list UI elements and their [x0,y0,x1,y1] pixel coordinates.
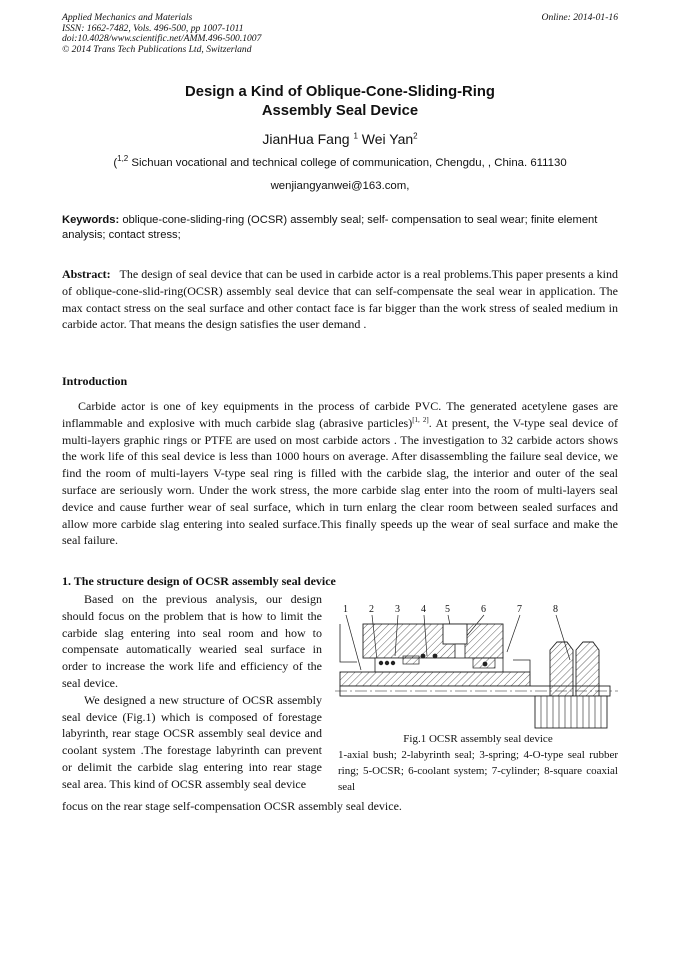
author-email: wenjiangyanwei@163.com, [270,180,410,192]
author-2: Wei Yan [361,131,414,147]
affiliation-sup: 1,2 [117,154,129,164]
section-1-para-1: Based on the previous analysis, our design should focus on the problem that is how to limit the carbide slag entering into seal room and how to compensate automatically wearied seal surface in order to increase the work life and efficiency of the seal device. [62,592,322,690]
affiliation [62,154,618,169]
section-1-tail: focus on the rear stage self-compensation OCSR assembly seal device. [62,799,402,813]
running-header [62,13,618,55]
fig-label-3: 3 [395,604,400,615]
doi-line: doi:10.4028/www.scientific.net/AMM.496-500.1007 [62,33,262,45]
fig-label-6: 6 [481,604,486,615]
abstract-label: Abstract: [62,267,111,281]
fig-label-4: 4 [421,604,426,615]
intro-text-a: Carbide actor is one of key equipments in the process of carbide PVC. The generated acetylene gases are inflammable and explosive with much carbide slag (abrasive particles) [62,399,618,430]
figure-1-drawing [335,600,618,730]
fig-label-1: 1 [343,604,348,615]
online-date: Online: 2014-01-16 [541,12,618,23]
section-1-para-2: We designed a new structure of OCSR assembly seal device (Fig.1) which is composed of forestage labyrinth, rear stage OCSR assembly seal device and coolant system .The forestage labyrinth can prevent or delimit the carbide slag entering into rear stage seal area. This kind of OCSR assembly seal device [62,692,322,791]
figure-1-caption [338,731,618,795]
author-1-sup: 1 [353,131,358,141]
fig-label-2: 2 [369,604,374,615]
author-1: JianHua Fang [262,131,350,147]
copyright-line: © 2014 Trans Tech Publications Ltd, Switzerland [62,43,252,55]
section-1-column [62,591,322,793]
abstract [62,266,618,333]
affiliation-paren: ( [113,157,118,169]
section-1-heading: 1. The structure design of OCSR assembly seal device [62,574,336,588]
title-line-2: Assembly Seal Device [261,103,419,119]
journal-name: Applied Mechanics and Materials [62,12,193,23]
title-line-1: Design a Kind of Oblique-Cone-Sliding-Ring [185,84,495,100]
fig-label-5: 5 [445,604,450,615]
keywords-text: oblique-cone-sliding-ring (OCSR) assembly seal; self- compensation to seal wear; finite element analysis; contact stress; [62,214,598,241]
keywords [62,213,618,243]
issn-line: ISSN: 1662-7482, Vols. 496-500, pp 1007-1011 [62,22,244,34]
abstract-text: The design of seal device that can be used in carbide actor is a real problems.This paper presents a kind of oblique-cone-slid-ring(OCSR) assembly seal device that can self-compensate the seal wear in application. The max contact stress on the seal surface and other contact face is far bigger than the work stress of sealed medium in carbide actor. That means the design satisfies the user demand . [62,267,618,332]
fig-label-8: 8 [553,604,558,615]
introduction-heading: Introduction [62,374,128,388]
intro-citation: [1, 2] [412,415,429,424]
affiliation-text: Sichuan vocational and technical college of communication, Chengdu, , China. 611130 [131,157,567,169]
figure-1-caption-title: Fig.1 OCSR assembly seal device [403,733,553,745]
introduction-paragraph [62,398,618,549]
keywords-label: Keywords: [62,214,120,226]
author-2-sup: 2 [413,131,418,141]
paper-title [62,83,618,121]
fig-label-7: 7 [517,604,522,615]
intro-text-b: . At present, the V-type seal device of multi-layers graphic rings or PTFE are used on most carbide actors . The investigation to 32 carbide actors shows the work life of this seal device is less than 1000 hours on average. After disassembling the failure seal device, we find the room of multi-layers V-type seal ring is filled with the carbide slag, the interior and outer of the seal surface are seriously worn. Under the work stress, the more carbide slag enter into the room of multi-layers seal device and cause further wear of seal surface, which in turn enlarg the clear room between sealed surfaces and allow more carbide slag entering into sealed surface.This finally speeds up the wear of seal surface and make the seal failure. [62,415,618,548]
figure-1-caption-legend: 1-axial bush; 2-labyrinth seal; 3-spring; 4-O-type seal rubber ring; 5-OCSR; 6-coolant system; 7-cylinder; 8-square coaxial seal [338,749,618,793]
author-line [62,131,618,147]
